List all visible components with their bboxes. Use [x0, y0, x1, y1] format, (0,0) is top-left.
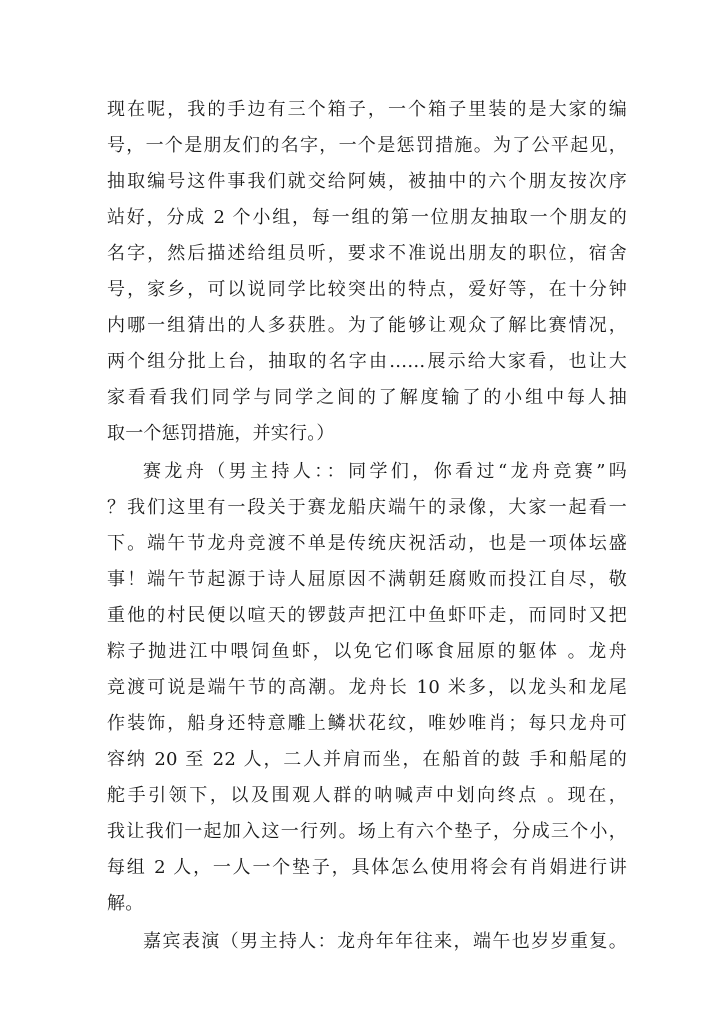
paragraph-2-line-2: ？我们这里有一段关于赛龙船庆端午的录像，大家一起看一 — [107, 497, 627, 518]
paragraph-1-line-6: 号，家乡，可以说同学比较突出的特点，爱好等，在十分钟 — [107, 279, 627, 300]
paragraph-1-line-5: 名字，然后描述给组员听，要求不准说出朋友的职位，宿舍 — [107, 243, 627, 264]
paragraph-1-line-7: 内哪一组猜出的人多获胜。为了能够让观众了解比赛情况， — [107, 315, 627, 336]
paragraph-2-line-4: 事！端午节起源于诗人屈原因不满朝廷腐败而投江自尽，敬 — [107, 569, 627, 590]
paragraph-2-line-13: 解。 — [107, 893, 144, 914]
paragraph-2-line-5: 重他的村民便以喧天的锣鼓声把江中鱼虾吓走，而同时又把 — [107, 605, 627, 626]
paragraph-1-line-2: 号，一个是朋友们的名字，一个是惩罚措施。为了公平起见， — [107, 135, 627, 156]
paragraph-2-line-11: 我让我们一起加入这一行列。场上有六个垫子，分成三个小， — [107, 821, 627, 842]
paragraph-2-line-7: 竞渡可说是端午节的高潮。龙舟长 10 米多，以龙头和龙尾 — [107, 677, 627, 698]
paragraph-2-line-9: 容纳 20 至 22 人，二人并肩而坐，在船首的鼓 手和船尾的 — [107, 749, 627, 770]
paragraph-2-line-8: 作装饰，船身还特意雕上鳞状花纹，唯妙唯肖；每只龙舟可 — [107, 713, 627, 734]
paragraph-2-line-10: 舵手引领下，以及围观人群的呐喊声中划向终点 。现在， — [107, 785, 627, 806]
paragraph-2-line-3: 下。端午节龙舟竞渡不单是传统庆祝活动，也是一项体坛盛 — [107, 533, 627, 554]
paragraph-1-line-1: 现在呢，我的手边有三个箱子，一个箱子里装的是大家的编 — [107, 99, 627, 120]
paragraph-1-line-3: 抽取编号这件事我们就交给阿姨，被抽中的六个朋友按次序 — [107, 171, 627, 192]
paragraph-2-line-6: 粽子抛进江中喂饲鱼虾，以免它们啄食屈原的躯体 。龙舟 — [107, 641, 627, 662]
paragraph-1-line-9: 家看看我们同学与同学之间的了解度输了的小组中每人抽 — [107, 387, 627, 408]
paragraph-1-line-10: 取一个惩罚措施，并实行。） — [107, 423, 335, 444]
paragraph-1-line-8: 两个组分批上台，抽取的名字由……展示给大家看，也让大 — [107, 351, 627, 372]
paragraph-2-line-1: 赛龙舟（男主持人：：同学们，你看过“龙舟竞赛”吗 — [143, 461, 627, 482]
paragraph-2-line-12: 每组 2 人，一人一个垫子，具体怎么使用将会有肖娟进行讲 — [107, 857, 627, 878]
paragraph-3-line-1: 嘉宾表演（男主持人：龙舟年年往来，端午也岁岁重复。 — [143, 931, 627, 952]
paragraph-1-line-4: 站好，分成 2 个小组，每一组的第一位朋友抽取一个朋友的 — [107, 207, 627, 228]
